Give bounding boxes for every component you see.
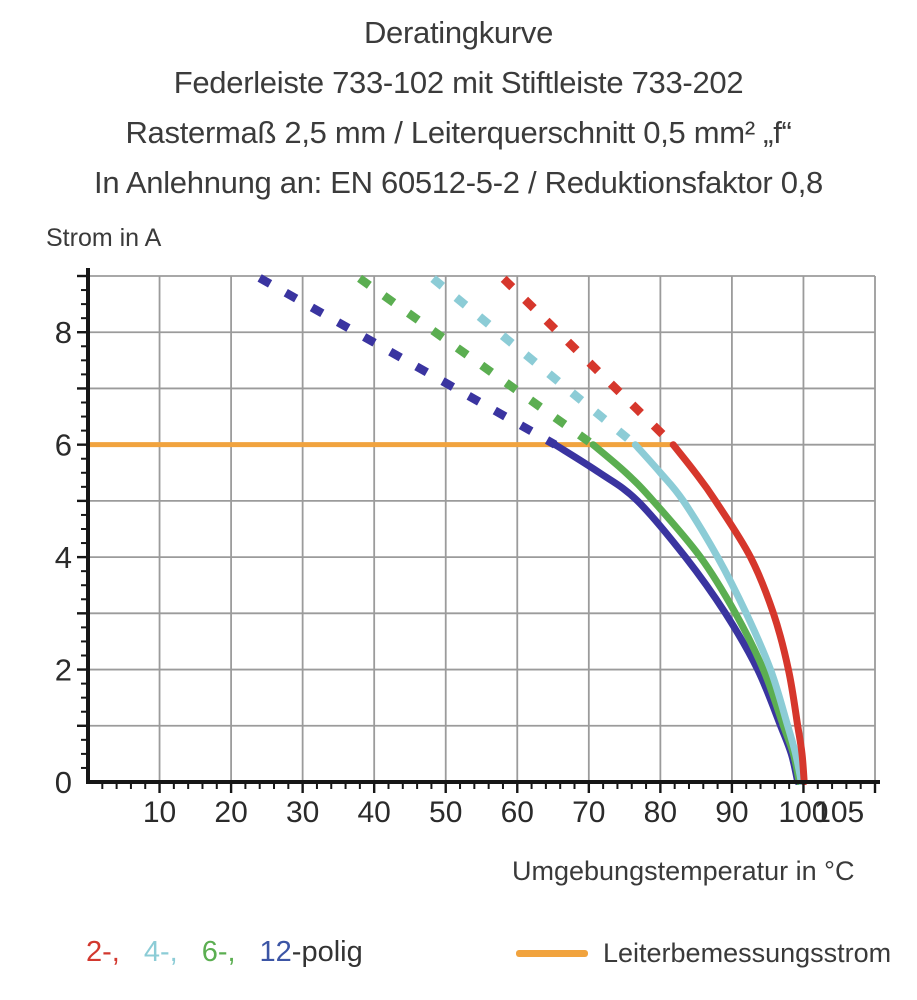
series-12-polig	[256, 276, 798, 782]
x-tick-label: 50	[429, 796, 463, 829]
rated-current-label: Leiterbemessungsstrom	[603, 938, 892, 968]
y-tick-label: 2	[54, 652, 72, 688]
legend-token-4-polig: 4-,	[143, 936, 178, 968]
series-2-polig	[501, 276, 804, 782]
chart-subtitle-standard: In Anlehnung an: EN 60512-5-2 / Reduktionsfaktor 0,8	[94, 165, 823, 200]
x-tick-label: 100	[778, 796, 829, 829]
chart-title: Deratingkurve	[363, 15, 554, 50]
y-axis-title: Strom in A	[46, 224, 162, 252]
y-tick-label: 0	[54, 765, 72, 800]
chart-subtitle-spec: Rastermaß 2,5 mm / Leiterquerschnitt 0,5 mm² „f“	[125, 115, 792, 150]
legend-token-6-polig: 6-,	[201, 936, 236, 968]
y-tick-label: 4	[54, 540, 72, 576]
legend-token-number: 12	[259, 936, 292, 968]
x-tick-label: 105	[814, 796, 865, 829]
chart-subtitle-product: Federleiste 733-102 mit Stiftleiste 733-202	[173, 65, 744, 100]
y-tick-label: 8	[54, 315, 72, 351]
x-tick-label: 90	[715, 796, 749, 829]
x-tick-label: 40	[357, 796, 391, 829]
x-tick-label: 20	[214, 796, 248, 829]
x-tick-label: 80	[643, 796, 678, 829]
series-4-polig	[430, 276, 801, 782]
series-dashed-6-polig	[356, 276, 593, 445]
x-tick-label: 70	[572, 796, 606, 829]
series-dashed-12-polig	[256, 276, 555, 445]
x-axis-title: Umgebungstemperatur in °C	[512, 856, 855, 886]
legend-polig-suffix: -polig	[291, 936, 363, 968]
x-tick-label: 60	[500, 796, 534, 829]
y-tick-label: 6	[54, 427, 72, 463]
x-tick-label: 30	[285, 796, 320, 829]
x-tick-label: 10	[142, 796, 177, 829]
legend-token-2-polig: 2-,	[86, 936, 120, 968]
